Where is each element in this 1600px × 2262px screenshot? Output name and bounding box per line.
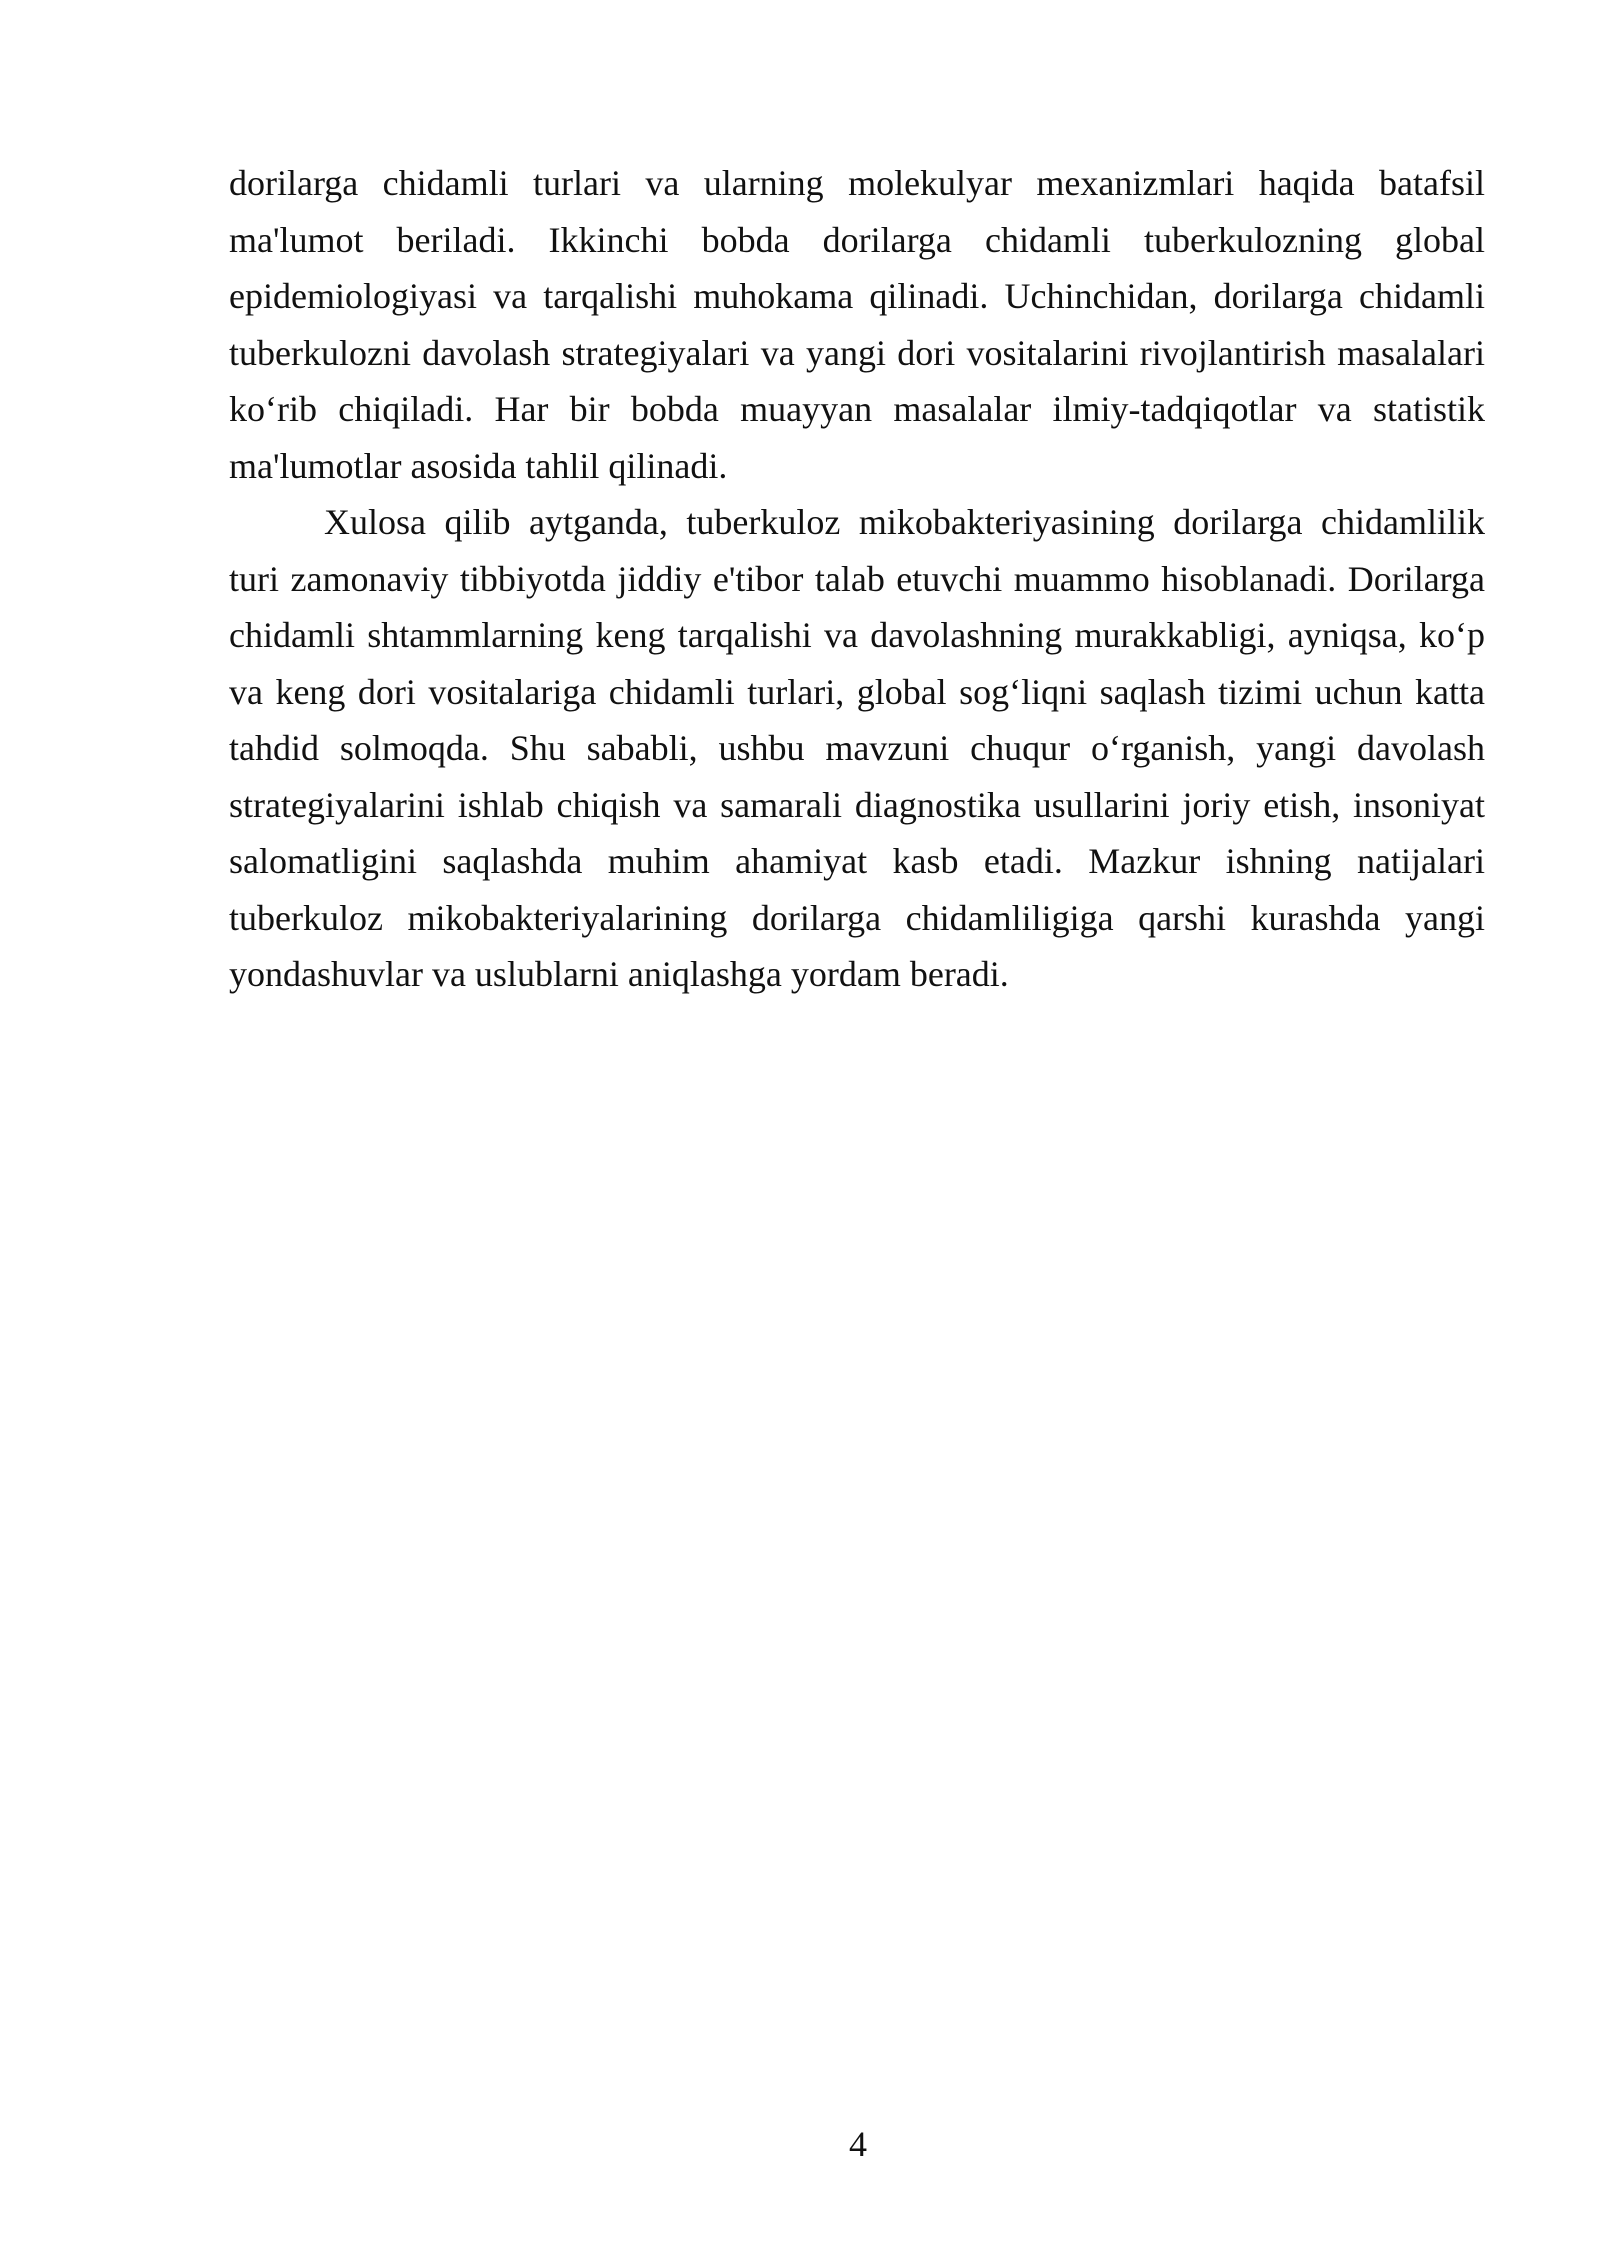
document-body: [229, 155, 1485, 1003]
page-number: 4: [849, 2124, 867, 2164]
paragraph-continuation: dorilarga chidamli turlari va ularning molekulyar mexanizmlari haqida batafsil ma'lumot beriladi. Ikkinchi bobda dorilarga chidamli tuberkulozning global epidemiologiyasi va tarqalishi muhokama qilinadi. Uchinchidan, dorilarga chidamli tuberkulozni davolash strategiyalari va yangi dori vositalarini rivojlantirish masalalari ko‘rib chiqiladi. Har bir bobda muayyan masalalar ilmiy-tadqiqotlar va statistik ma'lumotlar asosida tahlil qilinadi.: [229, 163, 1485, 486]
paragraph-conclusion: Xulosa qilib aytganda, tuberkuloz mikobakteriyasining dorilarga chidamlilik turi zamonaviy tibbiyotda jiddiy e'tibor talab etuvchi muammo hisoblanadi. Dorilarga chidamli shtammlarning keng tarqalishi va davolashning murakkabligi, ayniqsa, ko‘p va keng dori vositalariga chidamli turlari, global sog‘liqni saqlash tizimi uchun katta tahdid solmoqda. Shu sababli, ushbu mavzuni chuqur o‘rganish, yangi davolash strategiyalarini ishlab chiqish va samarali diagnostika usullarini joriy etish, insoniyat salomatligini saqlashda muhim ahamiyat kasb etadi. Mazkur ishning natijalari tuberkuloz mikobakteriyalarining dorilarga chidamliligiga qarshi kurashda yangi yondashuvlar va uslublarni aniqlashga yordam beradi.: [229, 502, 1485, 994]
